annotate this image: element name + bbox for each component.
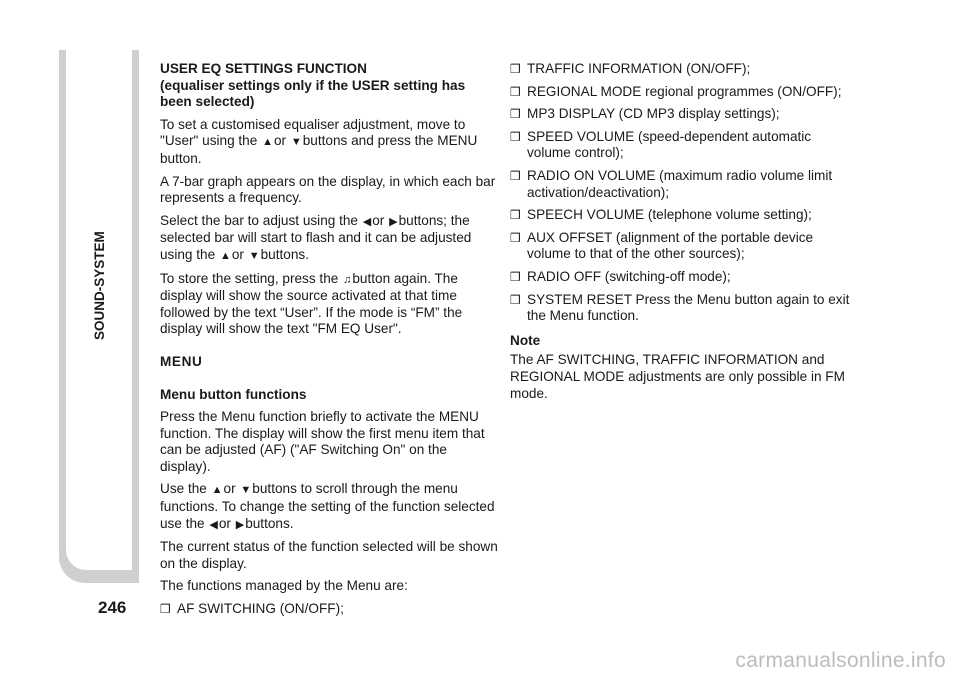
- list-item: [510, 292, 850, 325]
- paragraph-5: Press the Menu function briefly to activate the MENU function. The display will show the first menu item that can be adjusted (AF) ("AF Switching On" on the display).: [160, 409, 485, 474]
- text: SYSTEM RESET Press the Menu button again to exit the Menu function.: [527, 291, 850, 324]
- list-item: [510, 230, 850, 263]
- note-text: The AF SWITCHING, TRAFFIC INFORMATION and REGIONAL MODE adjustments are only possible in FM mode.: [510, 352, 845, 401]
- right-arrow-icon: ▶: [389, 215, 398, 228]
- list-item: [510, 106, 850, 123]
- watermark: carmanualsonline.info: [735, 649, 946, 672]
- down-arrow-icon: ▼: [290, 136, 302, 149]
- text: SPEECH VOLUME (telephone volume setting);: [527, 207, 812, 223]
- page-number: 246: [98, 598, 127, 617]
- text: MP3 DISPLAY (CD MP3 display settings);: [527, 106, 780, 122]
- text: or: [372, 212, 385, 228]
- list-item: [510, 84, 850, 101]
- text: REGIONAL MODE regional programmes (ON/OFF);: [527, 83, 842, 99]
- user-eq-heading: [160, 61, 498, 111]
- checkbox-icon: ❒: [510, 129, 521, 144]
- text: AUX OFFSET (alignment of the portable device volume to that of the other sources);: [527, 229, 814, 262]
- up-arrow-icon: ▲: [262, 136, 273, 149]
- list-item: [510, 207, 850, 224]
- text: buttons.: [245, 515, 294, 531]
- paragraph-7: The current status of the function selected will be shown on the display.: [160, 539, 498, 571]
- paragraph-1: [160, 117, 498, 168]
- down-arrow-icon: ▼: [248, 249, 260, 262]
- checkbox-icon: ❒: [510, 107, 521, 122]
- paragraph-6: [160, 481, 498, 533]
- right-arrow-icon: ▶: [235, 518, 245, 531]
- up-arrow-icon: ▲: [211, 484, 223, 497]
- text: To set a customised equaliser adjustment, move to "User" using the: [160, 116, 466, 149]
- up-arrow-icon: ▲: [219, 249, 231, 262]
- text: TRAFFIC INFORMATION (ON/OFF);: [527, 61, 751, 76]
- text: or: [223, 481, 236, 497]
- text: buttons and press the MENU button.: [160, 133, 478, 166]
- text: SPEED VOLUME (speed-dependent automatic volume control);: [527, 128, 812, 161]
- checkbox-icon: ❒: [510, 269, 521, 284]
- text: or: [218, 515, 231, 531]
- list-item: [510, 129, 850, 162]
- checkbox-icon: ❒: [510, 168, 521, 183]
- section-label-wrap: [92, 231, 112, 440]
- text: buttons to scroll through the menu functions. To change the setting of the function selected use the: [160, 481, 495, 531]
- checkbox-icon: ❒: [510, 208, 521, 223]
- left-column: [160, 61, 498, 624]
- text: or: [231, 246, 244, 262]
- text: Select the bar to adjust using the: [160, 212, 358, 228]
- text: or: [273, 133, 287, 149]
- list-item: [510, 168, 850, 201]
- text: To store the setting, press the: [160, 270, 339, 286]
- text: AF SWITCHING (ON/OFF);: [177, 601, 344, 617]
- checkbox-icon: ❒: [510, 84, 521, 99]
- list-item: [510, 61, 850, 78]
- list-item: [160, 601, 498, 618]
- section-label: SOUND-SYSTEM: [92, 231, 107, 340]
- paragraph-8: The functions managed by the Menu are:: [160, 578, 408, 594]
- left-arrow-icon: ◀: [362, 215, 372, 228]
- text: RADIO OFF (switching-off mode);: [527, 268, 731, 284]
- menu-heading: MENU: [160, 353, 203, 369]
- right-column: [510, 61, 850, 408]
- text: buttons; the selected bar will start to flash and it can be adjusted using the: [160, 212, 472, 262]
- heading-line-2: (equaliser settings only if the USER setting has been selected): [160, 77, 466, 110]
- checkbox-icon: ❒: [510, 230, 521, 245]
- paragraph-3: [160, 213, 498, 265]
- heading-line-1: USER EQ SETTINGS FUNCTION: [160, 61, 367, 76]
- checkbox-icon: ❒: [160, 602, 171, 617]
- menu-subheading: Menu button functions: [160, 386, 307, 402]
- eq-icon: ♫: [343, 273, 352, 286]
- text: button again. The display will show the source activated at that time followed by the text “User”. If the mode is “FM” the display will show the text "FM EQ User".: [160, 270, 463, 337]
- text: Use the: [160, 481, 207, 497]
- down-arrow-icon: ▼: [240, 484, 252, 497]
- list-item: [510, 269, 850, 286]
- text: buttons.: [260, 246, 309, 262]
- checkbox-icon: ❒: [510, 62, 521, 76]
- checkbox-icon: ❒: [510, 292, 521, 307]
- paragraph-2: A 7-bar graph appears on the display, in which each bar represents a frequency.: [160, 173, 496, 206]
- left-arrow-icon: ◀: [209, 518, 218, 531]
- note-title: Note: [510, 332, 541, 348]
- paragraph-4: [160, 271, 498, 338]
- text: RADIO ON VOLUME (maximum radio volume limit activation/deactivation);: [527, 167, 833, 200]
